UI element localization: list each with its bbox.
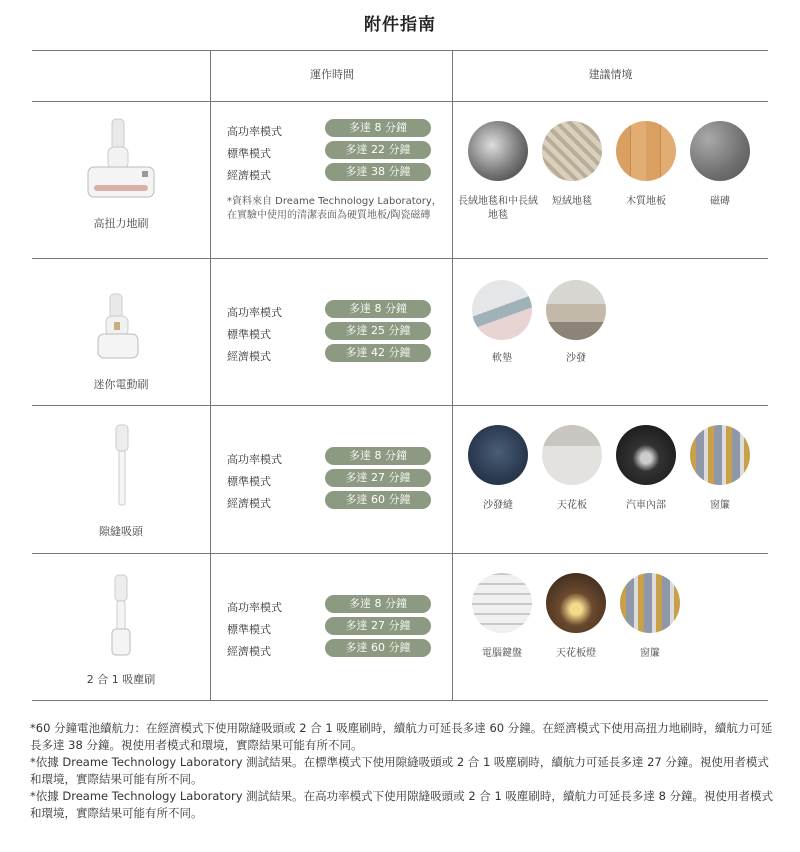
- sofa-seam-photo: [468, 425, 528, 485]
- floor-brush-image: [82, 117, 162, 207]
- scene-label: 電腦鍵盤: [482, 648, 522, 659]
- wood-floor-photo: [616, 121, 676, 181]
- tool-name: 2 合 1 吸塵刷: [86, 673, 156, 686]
- runtime-pill: 多達 22 分鐘: [325, 141, 431, 159]
- sofa-photo: [546, 280, 606, 340]
- short-carpet-photo: [542, 121, 602, 181]
- footnote: *依據 Dreame Technology Laboratory 測試結果。在標準模式下使用隙縫吸頭或 2 合 1 吸塵刷時，續航力可延長多達 27 分鐘。視使用者模式和環境，實際結果可能有所不同。: [30, 755, 769, 786]
- runtime-pill: 多達 42 分鐘: [325, 344, 431, 362]
- car-interior-photo: [616, 425, 676, 485]
- page-title: 附件指南: [364, 15, 436, 35]
- footnotes: [30, 720, 775, 822]
- tool-name: 隙縫吸頭: [99, 525, 143, 538]
- runtime-header: 運作時間: [310, 68, 354, 81]
- footnote: *依據 Dreame Technology Laboratory 測試結果。在高功率模式下使用隙縫吸頭或 2 合 1 吸塵刷時，續航力可延長多達 8 分鐘。視使用者模式和環境，實際結果可能有所不同。: [30, 789, 774, 820]
- runtime-pill: 多達 8 分鐘: [325, 119, 431, 137]
- scenarios-header: 建議情境: [588, 68, 633, 81]
- long-carpet-photo: [468, 121, 528, 181]
- scene-label: 長絨地毯和中長絨地毯: [458, 196, 538, 221]
- runtime-pill: 多達 27 分鐘: [325, 617, 431, 635]
- runtime-pill: 多達 38 分鐘: [325, 163, 431, 181]
- scene-label: 磁磚: [710, 196, 730, 207]
- cushion-photo: [472, 280, 532, 340]
- scene-label: 軟墊: [492, 353, 512, 364]
- mode-label: 標準模式: [227, 623, 271, 636]
- curtain-photo: [690, 425, 750, 485]
- table-row: [32, 553, 768, 700]
- table-row: [32, 405, 768, 553]
- mode-label: 高功率模式: [227, 601, 282, 614]
- two-in-one-brush-image: [106, 573, 138, 659]
- mode-label: 經濟模式: [227, 350, 271, 363]
- scene-label: 沙發: [566, 353, 586, 364]
- footnote: *60 分鐘電池續航力：在經濟模式下使用隙縫吸頭或 2 合 1 吸塵刷時，續航力可延長多達 60 分鐘。在經濟模式下使用高扭力地刷時，續航力可延長多達 38 分鐘。視使用者模式和環境，實際結果可能有所不同。: [30, 721, 773, 752]
- ceiling-photo: [542, 425, 602, 485]
- scene-label: 天花板: [557, 500, 587, 511]
- mode-label: 標準模式: [227, 328, 271, 341]
- scene-label: 窗簾: [640, 648, 660, 659]
- mode-label: 經濟模式: [227, 645, 271, 658]
- keyboard-photo: [472, 573, 532, 633]
- mode-label: 高功率模式: [227, 453, 282, 466]
- mode-label: 高功率模式: [227, 306, 282, 319]
- scene-label: 沙發縫: [483, 500, 513, 511]
- table-bottom-rule: [32, 700, 768, 701]
- tile-photo: [690, 121, 750, 181]
- curtain-photo: [620, 573, 680, 633]
- scene-label: 汽車內部: [626, 500, 666, 511]
- mode-label: 高功率模式: [227, 125, 282, 138]
- scene-label: 木質地板: [626, 196, 666, 207]
- ceiling-lamp-photo: [546, 573, 606, 633]
- runtime-pill: 多達 8 分鐘: [325, 300, 431, 318]
- mode-label: 標準模式: [227, 147, 271, 160]
- scene-label: 短絨地毯: [552, 196, 592, 207]
- runtime-pill: 多達 60 分鐘: [325, 491, 431, 509]
- scene-label: 窗簾: [710, 500, 730, 511]
- table-row: [32, 258, 768, 405]
- data-source-note: *資料來自 Dreame Technology Laboratory，在實驗中使用的清潔表面為硬質地板/陶瓷磁磚: [227, 196, 442, 221]
- runtime-pill: 多達 8 分鐘: [325, 447, 431, 465]
- mode-label: 標準模式: [227, 475, 271, 488]
- runtime-pill: 多達 25 分鐘: [325, 322, 431, 340]
- table-top-rule: [32, 50, 768, 51]
- mode-label: 經濟模式: [227, 169, 271, 182]
- tool-name: 高扭力地刷: [93, 217, 149, 230]
- mini-brush-image: [92, 292, 152, 372]
- scene-label: 天花板燈: [556, 648, 596, 659]
- runtime-pill: 多達 60 分鐘: [325, 639, 431, 657]
- tool-name: 迷你電動刷: [93, 378, 149, 391]
- runtime-pill: 多達 27 分鐘: [325, 469, 431, 487]
- runtime-pill: 多達 8 分鐘: [325, 595, 431, 613]
- crevice-tool-image: [110, 423, 134, 513]
- table-row: [32, 101, 768, 258]
- mode-label: 經濟模式: [227, 497, 271, 510]
